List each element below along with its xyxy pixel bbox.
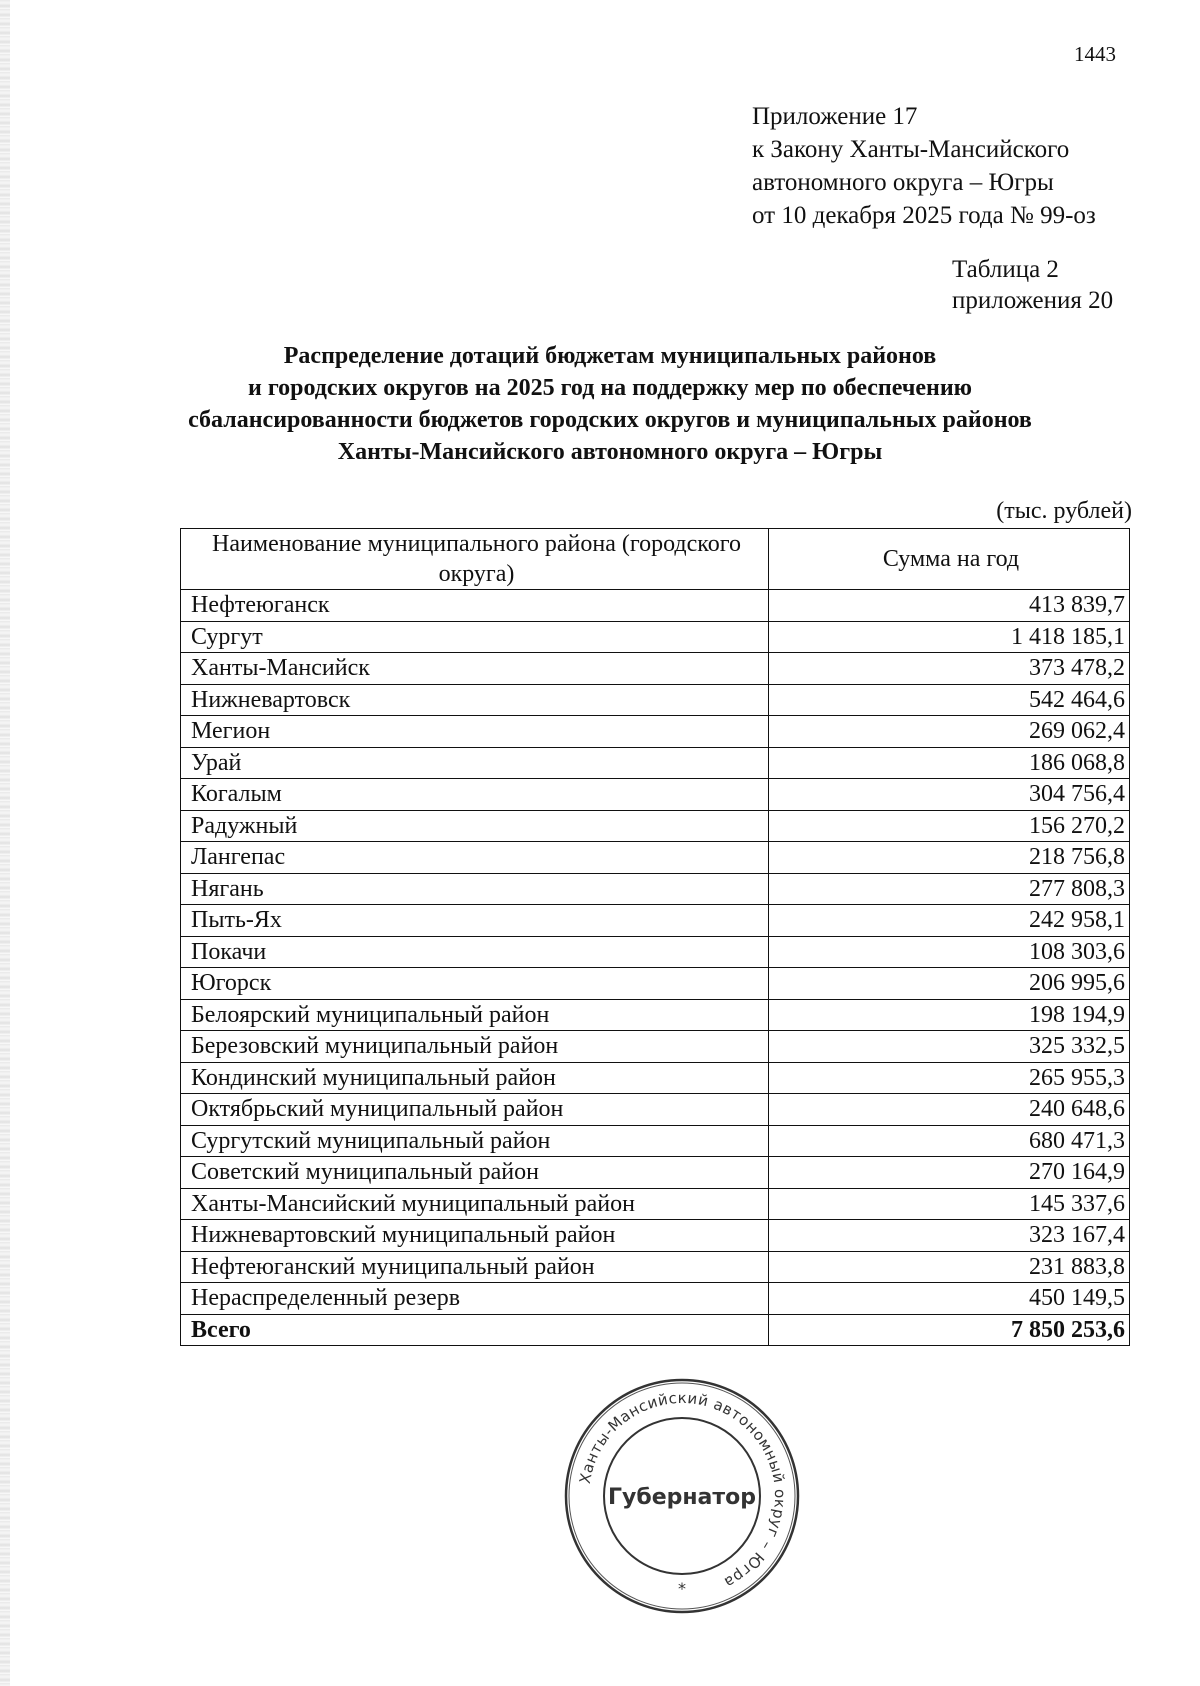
annual-sum: 108 303,6 (769, 936, 1130, 968)
annual-sum: 373 478,2 (769, 653, 1130, 685)
annual-sum: 304 756,4 (769, 779, 1130, 811)
annual-sum: 680 471,3 (769, 1125, 1130, 1157)
annual-sum: 325 332,5 (769, 1031, 1130, 1063)
column-header-sum: Сумма на год (769, 529, 1130, 590)
table-row (181, 1188, 1130, 1220)
municipality-name: Нефтеюганск (181, 590, 769, 622)
municipality-name: Лангепас (181, 842, 769, 874)
column-header-name: Наименование муниципального района (городского округа) (181, 529, 769, 590)
table-row (181, 1283, 1130, 1315)
municipality-name: Белоярский муниципальный район (181, 999, 769, 1031)
table-row (181, 1031, 1130, 1063)
annual-sum: 231 883,8 (769, 1251, 1130, 1283)
table-row (181, 968, 1130, 1000)
annual-sum: 413 839,7 (769, 590, 1130, 622)
annual-sum: 323 167,4 (769, 1220, 1130, 1252)
units-label: (тыс. рублей) (996, 498, 1132, 524)
municipality-name: Покачи (181, 936, 769, 968)
table-row (181, 936, 1130, 968)
municipality-name: Октябрьский муниципальный район (181, 1094, 769, 1126)
table-row (181, 590, 1130, 622)
table-row (181, 1094, 1130, 1126)
title-line: Ханты-Мансийского автономного округа – Югры (337, 439, 883, 465)
annual-sum: 269 062,4 (769, 716, 1130, 748)
appendix-line: к Закону Ханты-Мансийского (752, 136, 1070, 163)
appendix-line: автономного округа – Югры (752, 169, 1054, 196)
seal-star: * (678, 1579, 686, 1598)
appendix-line: Приложение 17 (752, 103, 918, 130)
title-line: сбалансированности бюджетов городских округов и муниципальных районов (188, 407, 1032, 433)
table-row (181, 1220, 1130, 1252)
total-row (181, 1314, 1130, 1346)
municipality-name: Советский муниципальный район (181, 1157, 769, 1189)
appendix-line: от 10 декабря 2025 года № 99-оз (752, 202, 1096, 229)
scan-edge (0, 0, 10, 1686)
table-row (181, 779, 1130, 811)
total-sum: 7 850 253,6 (769, 1314, 1130, 1346)
page-number: 1443 (1074, 42, 1116, 66)
table-row (181, 1157, 1130, 1189)
annual-sum: 198 194,9 (769, 999, 1130, 1031)
table-row (181, 684, 1130, 716)
municipality-name: Нижневартовский муниципальный район (181, 1220, 769, 1252)
table-reference-line: приложения 20 (952, 287, 1114, 314)
appendix-header (752, 100, 1152, 232)
table-row (181, 621, 1130, 653)
table-row (181, 810, 1130, 842)
seal-center-text: Губернатор (607, 1485, 757, 1510)
annual-sum: 242 958,1 (769, 905, 1130, 937)
municipality-name: Березовский муниципальный район (181, 1031, 769, 1063)
table-row (181, 1062, 1130, 1094)
municipality-name: Нефтеюганский муниципальный район (181, 1251, 769, 1283)
municipality-name: Кондинский муниципальный район (181, 1062, 769, 1094)
table-row (181, 905, 1130, 937)
table-row (181, 999, 1130, 1031)
annual-sum: 218 756,8 (769, 842, 1130, 874)
seal-ring-textpath: Ханты-Мансийский автономный округ – Югра (575, 1388, 790, 1592)
table-header-row (181, 529, 1130, 590)
table-row (181, 716, 1130, 748)
table-row (181, 842, 1130, 874)
annual-sum: 240 648,6 (769, 1094, 1130, 1126)
municipality-name: Когалым (181, 779, 769, 811)
table-row (181, 1251, 1130, 1283)
annual-sum: 265 955,3 (769, 1062, 1130, 1094)
table-row (181, 873, 1130, 905)
annual-sum: 270 164,9 (769, 1157, 1130, 1189)
seal-graphic (562, 1376, 802, 1616)
annual-sum: 206 995,6 (769, 968, 1130, 1000)
municipality-name: Нераспределенный резерв (181, 1283, 769, 1315)
municipality-name: Сургутский муниципальный район (181, 1125, 769, 1157)
annual-sum: 450 149,5 (769, 1283, 1130, 1315)
table-row (181, 747, 1130, 779)
annual-sum: 145 337,6 (769, 1188, 1130, 1220)
title-line: и городских округов на 2025 год на поддержку мер по обеспечению (248, 375, 972, 401)
municipality-name: Радужный (181, 810, 769, 842)
table-row (181, 1125, 1130, 1157)
municipality-name: Нягань (181, 873, 769, 905)
table-reference (952, 254, 1152, 316)
table-row (181, 653, 1130, 685)
title-line: Распределение дотаций бюджетам муниципальных районов (283, 343, 937, 369)
document-title (150, 340, 1070, 468)
annual-sum: 1 418 185,1 (769, 621, 1130, 653)
municipality-name: Ханты-Мансийский муниципальный район (181, 1188, 769, 1220)
municipality-name: Югорск (181, 968, 769, 1000)
annual-sum: 156 270,2 (769, 810, 1130, 842)
municipality-name: Мегион (181, 716, 769, 748)
municipality-name: Ханты-Мансийск (181, 653, 769, 685)
total-label: Всего (181, 1314, 769, 1346)
table-reference-line: Таблица 2 (952, 256, 1059, 283)
annual-sum: 186 068,8 (769, 747, 1130, 779)
annual-sum: 277 808,3 (769, 873, 1130, 905)
municipality-name: Нижневартовск (181, 684, 769, 716)
municipality-name: Урай (181, 747, 769, 779)
annual-sum: 542 464,6 (769, 684, 1130, 716)
budget-table (180, 528, 1130, 1346)
municipality-name: Пыть-Ях (181, 905, 769, 937)
governor-seal (562, 1376, 802, 1616)
municipality-name: Сургут (181, 621, 769, 653)
